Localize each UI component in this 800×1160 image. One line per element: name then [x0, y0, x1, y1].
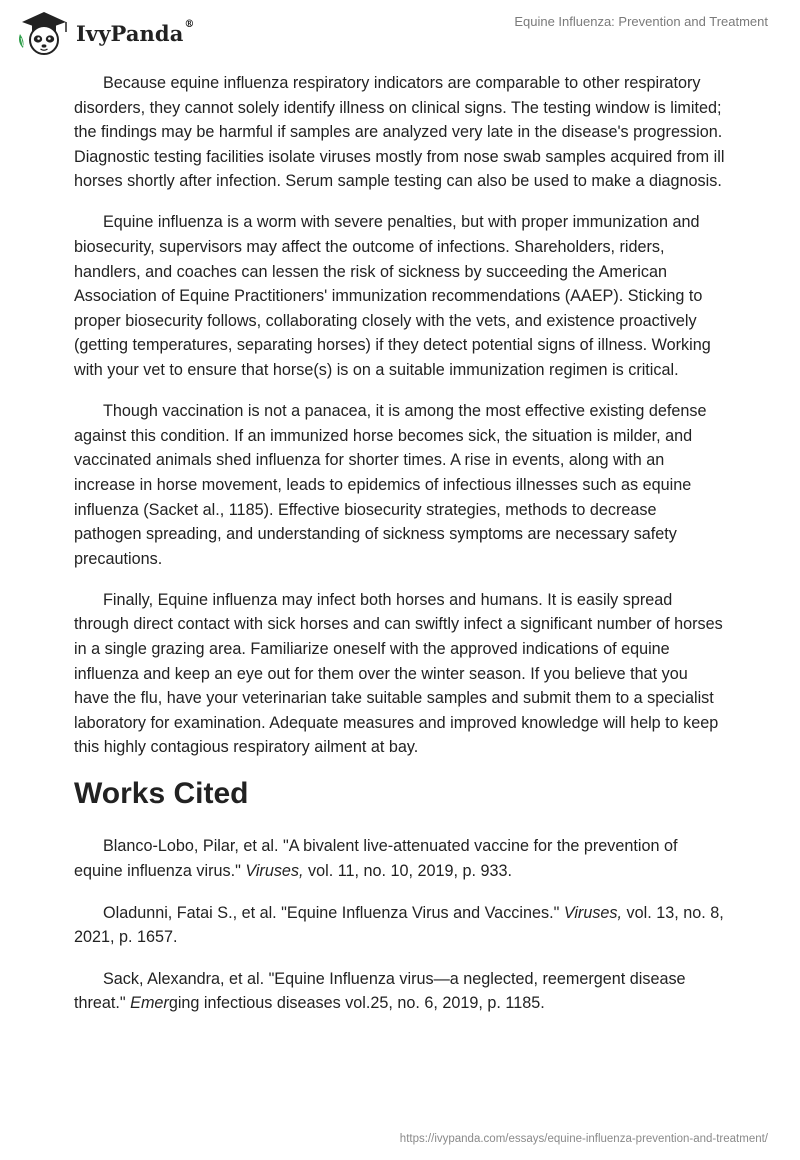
citation-details: vol. 11, no. 10, 2019, p. 933.: [303, 862, 513, 881]
panda-graduate-icon: [14, 8, 74, 58]
citation-text: Sack, Alexandra, et al. "Equine Influenza virus—a neglected, reemergent disease threat.": [74, 969, 686, 1013]
logo-wordmark: IvyPanda®: [76, 18, 195, 46]
citation-entry: [74, 901, 726, 950]
page-header: [0, 0, 800, 70]
body-paragraph: Though vaccination is not a panacea, it is among the most effective existing defense against this condition. If an immunized horse becomes sick, the situation is milder, and vaccinated animals shed influenza for shorter times. A rise in events, along with an increase in horse movement, leads to epidemics of infectious illnesses such as equine influenza (Sacket al., 1185). Effective biosecurity strategies, methods to decrease pathogen spreading, and understanding of sickness symptoms are necessary safety precautions.: [74, 402, 707, 568]
citation-journal: Viruses,: [563, 903, 623, 922]
citation-text: Oladunni, Fatai S., et al. "Equine Influenza Virus and Vaccines.": [103, 903, 564, 922]
citation-entry: [74, 834, 726, 883]
ivypanda-logo[interactable]: [14, 8, 224, 58]
citation-details: ging infectious diseases vol.25, no. 6, 2019, p. 1185.: [168, 994, 545, 1013]
essay-body: [74, 70, 726, 1033]
citation-details: vol. 13, no. 8, 2021, p. 1657.: [74, 903, 724, 947]
body-paragraph: Finally, Equine influenza may infect both horses and humans. It is easily spread through direct contact with sick horses and can swiftly infect a significant number of horses in a single grazing area. Familiarize oneself with the approved indications of equine influenza and keep an eye out for them over the winter season. If you believe that you have the flu, have your veterinarian take suitable samples and submit them to a specialist laboratory for examination. Adequate measures and improved knowledge will help to keep this highly contagious respiratory ailment at bay.: [74, 590, 723, 757]
citation-entry: [74, 967, 726, 1016]
works-cited-heading: Works Cited: [74, 777, 249, 811]
body-paragraph: Equine influenza is a worm with severe penalties, but with proper immunization and biosecurity, supervisors may affect the outcome of infections. Shareholders, riders, handlers, and coaches can lessen the risk of sickness by succeeding the American Association of Equine Practitioners' immunization recommendations (AAEP). Sticking to proper biosecurity follows, collaborating closely with the vets, and existence proactively (getting temperatures, separating horses) if they detect potential signs of illness. Working with your vet to ensure that horse(s) is on a suitable immunization regimen is critical.: [74, 213, 711, 380]
citation-journal: Emer: [130, 994, 169, 1013]
citation-text: Blanco-Lobo, Pilar, et al. "A bivalent live-attenuated vaccine for the prevention of equine influenza virus.": [74, 837, 678, 881]
source-url-link[interactable]: https://ivypanda.com/essays/equine-influenza-prevention-and-treatment/: [399, 1133, 768, 1145]
body-paragraph: Because equine influenza respiratory indicators are comparable to other respiratory disorders, they cannot solely identify illness on clinical signs. The testing window is limited; the findings may be harmful if samples are analyzed very late in the disease's progression. Diagnostic testing facilities isolate viruses mostly from nose swab samples acquired from ill horses shortly after infection. Serum sample testing can also be used to make a diagnosis.: [74, 74, 725, 191]
running-title: Equine Influenza: Prevention and Treatment: [514, 14, 768, 29]
citation-journal: Viruses,: [245, 862, 304, 881]
